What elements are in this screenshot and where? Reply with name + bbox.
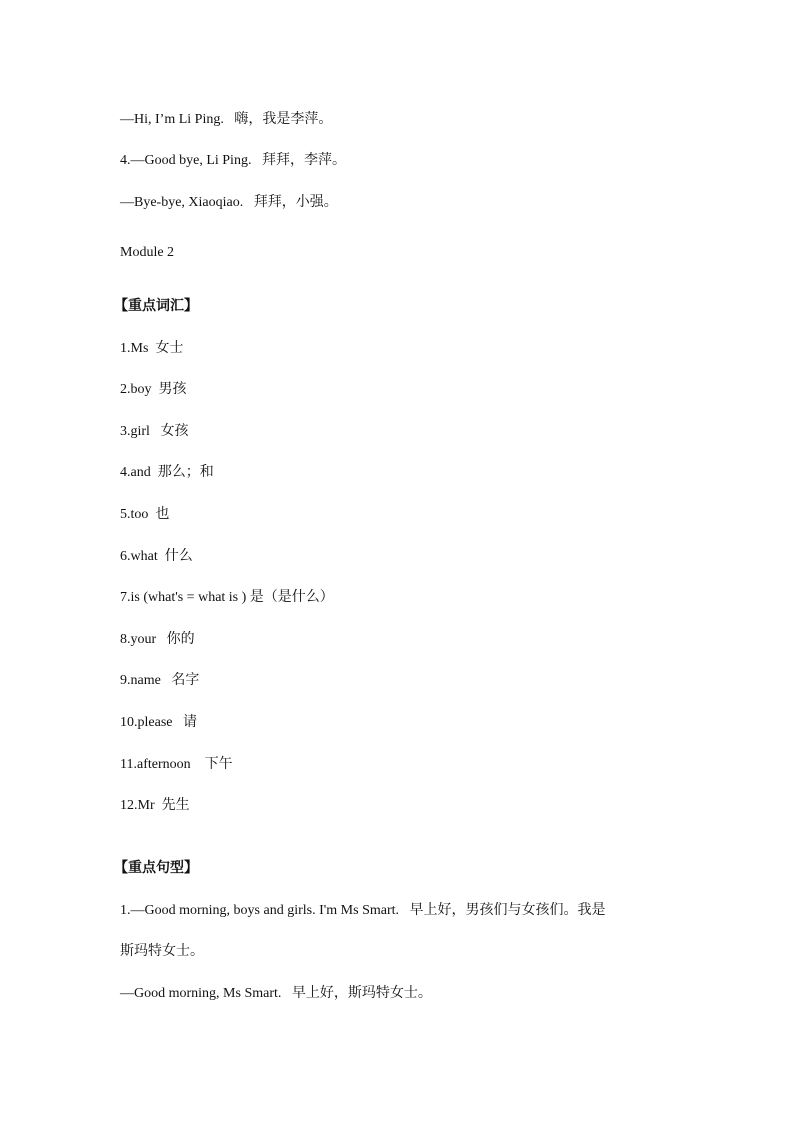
vocab-heading: 【重点词汇】 [114,298,198,314]
dialogue-en: —Bye-bye, Xiaoqiao. [120,195,244,210]
vocab-meaning: 男孩 [158,381,187,397]
vocab-meaning: 名字 [171,672,200,688]
vocab-word: 8.your [120,632,157,647]
vocab-item [120,338,183,359]
vocab-item [120,629,195,650]
vocab-word: 11.afternoon [120,757,191,772]
vocab-word: 7.is (what's = what is ) [120,590,247,605]
vocab-item [120,379,187,400]
vocab-word: 9.name [120,673,161,688]
vocab-word: 2.boy [120,382,152,397]
dialogue-zh: 嗨，我是李萍。 [234,111,333,127]
vocab-meaning: 女士 [155,340,184,356]
vocab-item [120,795,190,816]
sentence-heading: 【重点句型】 [114,860,198,876]
sentence-zh: 斯玛特女士。 [120,943,204,959]
dialogue-line-2 [120,150,346,171]
module-title: Module 2 [120,245,175,260]
dialogue-line-3 [120,192,338,213]
vocab-item [120,754,233,775]
sentence-en: —Good morning, Ms Smart. [120,986,282,1001]
dialogue-zh: 拜拜，李萍。 [261,152,346,168]
vocab-word: 3.girl [120,424,150,439]
sentence-line-2 [120,983,432,1004]
vocab-meaning: 女孩 [160,423,189,439]
sentence-en: 1.—Good morning, boys and girls. I'm Ms Smart. [120,903,400,918]
vocab-item [120,546,193,567]
vocab-word: 12.Mr [120,798,155,813]
sentence-line-1-cont [120,941,204,962]
sentence-zh: 早上好，男孩们与女孩们。我是 [409,902,606,918]
vocab-item [120,421,188,442]
dialogue-zh: 拜拜，小强。 [253,194,338,210]
vocab-item [120,462,214,483]
dialogue-en: 4.—Good bye, Li Ping. [120,153,252,168]
vocab-meaning: 你的 [166,631,195,647]
vocab-item [120,587,334,608]
vocab-word: 6.what [120,549,158,564]
vocab-meaning: 那么；和 [157,464,214,480]
vocab-meaning: 请 [182,714,197,730]
vocab-word: 10.please [120,715,173,730]
vocab-item [120,712,197,733]
vocab-meaning: 什么 [164,548,193,564]
vocab-word: 4.and [120,465,151,480]
sentence-line-1 [120,900,606,921]
vocab-word: 5.too [120,507,149,522]
dialogue-en: —Hi, I’m Li Ping. [120,112,224,127]
vocab-word: 1.Ms [120,341,149,356]
vocab-item [120,504,169,525]
sentence-zh: 早上好，斯玛特女士。 [291,985,432,1001]
vocab-meaning: 先生 [161,797,190,813]
vocab-meaning: 下午 [204,756,233,772]
vocab-meaning: 是（是什么） [249,589,334,605]
vocab-item [120,670,199,691]
dialogue-line-1 [120,109,332,130]
vocab-meaning: 也 [155,506,170,522]
